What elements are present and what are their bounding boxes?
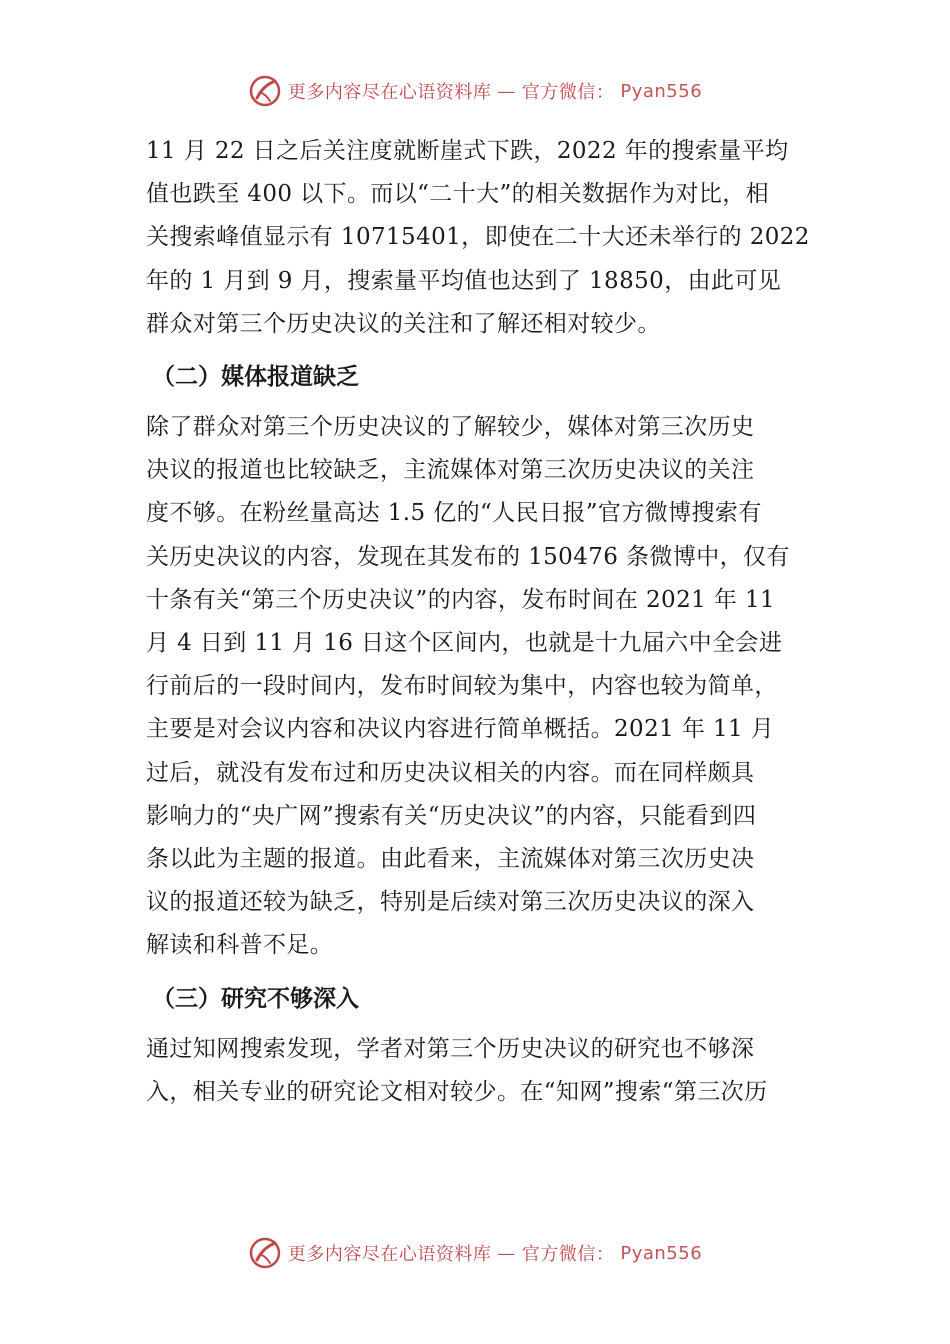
watermark-separator: — — [497, 1242, 516, 1264]
text-line: 条以此为主题的报道。由此看来，主流媒体对第三次历史决 — [146, 846, 755, 873]
footer-watermark — [0, 1236, 950, 1270]
text-line: 值也跌至 400 以下。而以“二十大”的相关数据作为对比，相 — [146, 181, 770, 208]
paragraph-1 — [146, 130, 816, 346]
text-line: 十条有关“第三个历史决议”的内容，发布时间在 2021 年 11 — [146, 586, 776, 613]
text-line: 群众对第三个历史决议的关注和了解还相对较少。 — [146, 310, 661, 337]
section-heading-3: （三）研究不够深入 — [152, 985, 359, 1012]
text-line: 过后，就没有发布过和历史决议相关的内容。而在同样颇具 — [146, 759, 755, 786]
brush-logo-icon — [248, 1236, 282, 1270]
text-line: 11 月 22 日之后关注度就断崖式下跌，2022 年的搜索量平均 — [146, 138, 789, 164]
text-line: 度不够。在粉丝量高达 1.5 亿的“人民日报”官方微博搜索有 — [146, 500, 762, 527]
text-line: 入，相关专业的研究论文相对较少。在“知网”搜索“第三次历 — [146, 1078, 768, 1105]
section-heading-2: （二）媒体报道缺乏 — [152, 364, 359, 391]
brush-logo-icon — [248, 74, 282, 108]
text-line: 通过知网搜索发现，学者对第三个历史决议的研究也不够深 — [146, 1035, 755, 1062]
header-watermark — [0, 74, 950, 108]
text-line: 主要是对会议内容和决议内容进行简单概括。2021 年 11 月 — [146, 716, 775, 743]
watermark-text: 更多内容尽在心语资料库 — [287, 82, 492, 103]
text-line: 关历史决议的内容，发现在其发布的 150476 条微博中，仅有 — [146, 543, 790, 570]
text-line: 影响力的“央广网”搜索有关“历史决议”的内容，只能看到四 — [146, 802, 757, 829]
paragraph-2 — [146, 406, 816, 968]
watermark-wechat-id: Pyan556 — [620, 1242, 703, 1264]
watermark-separator: — — [497, 80, 516, 102]
text-line: 解读和科普不足。 — [146, 932, 334, 959]
document-body — [146, 130, 816, 1114]
watermark-wechat-id: Pyan556 — [620, 80, 703, 102]
text-line: 议的报道还较为缺乏，特别是后续对第三次历史决议的深入 — [146, 889, 755, 916]
text-line: 年的 1 月到 9 月，搜索量平均值也达到了 18850，由此可见 — [146, 267, 782, 294]
text-line: 月 4 日到 11 月 16 日这个区间内，也就是十九届六中全会进 — [146, 630, 783, 657]
watermark-label: 官方微信： — [521, 1244, 615, 1265]
text-line: 除了群众对第三个历史决议的了解较少，媒体对第三次历史 — [146, 414, 755, 441]
watermark-text: 更多内容尽在心语资料库 — [287, 1244, 492, 1265]
text-line: 行前后的一段时间内，发布时间较为集中，内容也较为简单， — [146, 673, 778, 700]
text-line: 决议的报道也比较缺乏，主流媒体对第三次历史决议的关注 — [146, 457, 755, 484]
watermark-label: 官方微信： — [521, 82, 615, 103]
text-line: 关搜索峰值显示有 10715401，即使在二十大还未举行的 2022 — [146, 224, 810, 251]
paragraph-3 — [146, 1028, 816, 1114]
